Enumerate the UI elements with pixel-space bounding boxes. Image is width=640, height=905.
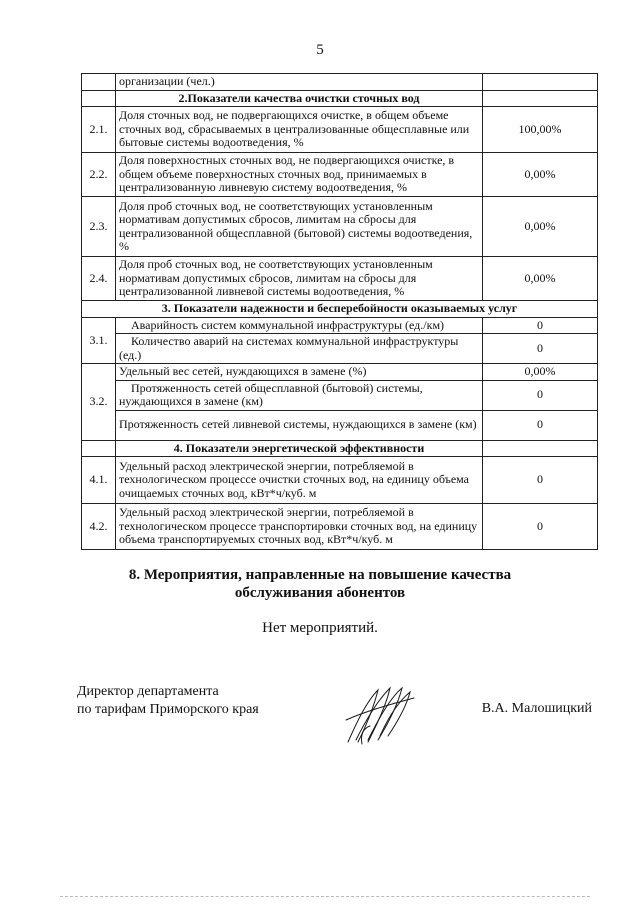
page-number: 5 [316, 42, 324, 58]
signer-position-line2: по тарифам Приморского края [77, 702, 259, 717]
empty-cell [82, 440, 116, 457]
row-description: Доля поверхностных сточных вод, не подвергающихся очистке, в общем объеме поверхностных сточных вод, принимаемых в централизованную ливневую систему водоотведения, % [116, 153, 483, 197]
table-row [82, 317, 598, 334]
table-row [82, 364, 598, 381]
row-number: 2.1. [82, 107, 116, 153]
table-row [82, 257, 598, 301]
row-value: 0 [483, 380, 598, 410]
row-description: Доля проб сточных вод, не соответствующих установленным нормативам допустимых сбросов, лимитам на сбросы для централизованной ливневой системы водоотведения, % [116, 257, 483, 301]
row-value: 0 [483, 317, 598, 334]
row-number: 3.1. [82, 317, 116, 364]
section-title: 3. Показатели надежности и бесперебойности оказываемых услуг [82, 301, 598, 318]
table-row [82, 334, 598, 364]
table-row [82, 504, 598, 550]
signer-position [77, 683, 259, 719]
row-number: 2.4. [82, 257, 116, 301]
section-title: 4. Показатели энергетической эффективности [116, 440, 483, 457]
row-value: 0 [483, 504, 598, 550]
section-header-row [82, 301, 598, 318]
table-row [82, 197, 598, 257]
table-row [82, 380, 598, 410]
section-heading [0, 566, 640, 602]
row-description: организации (чел.) [116, 74, 483, 91]
page-edge-line [60, 896, 590, 897]
row-description: Доля сточных вод, не подвергающихся очистке, в общем объеме сточных вод, сбрасываемых в централизованные общесплавные или бытовые системы водоотведения, % [116, 107, 483, 153]
row-value: 0 [483, 410, 598, 440]
empty-cell [82, 90, 116, 107]
row-description: Удельный вес сетей, нуждающихся в замене (%) [116, 364, 483, 381]
row-value [483, 74, 598, 91]
row-description: Аварийность систем коммунальной инфраструктуры (ед./км) [116, 317, 483, 334]
signer-position-line1: Директор департамента [77, 684, 219, 699]
section-heading-line1: 8. Мероприятия, направленные на повышение качества [128, 567, 512, 583]
table-row [82, 74, 598, 91]
section-header-row [82, 90, 598, 107]
row-number: 4.2. [82, 504, 116, 550]
row-description: Протяженность сетей общесплавной (бытовой) системы, нуждающихся в замене (км) [116, 380, 483, 410]
signer-name: В.А. Малошицкий [481, 701, 592, 716]
table-row [82, 153, 598, 197]
table-row [82, 457, 598, 504]
row-number: 2.3. [82, 197, 116, 257]
section-heading-line2: обслуживания абонентов [234, 585, 406, 601]
row-value: 0 [483, 457, 598, 504]
empty-cell [483, 440, 598, 457]
row-number: 4.1. [82, 457, 116, 504]
row-value: 0,00% [483, 153, 598, 197]
row-number: 2.2. [82, 153, 116, 197]
table-row [82, 107, 598, 153]
section-title: 2.Показатели качества очистки сточных вод [116, 90, 483, 107]
empty-cell [483, 90, 598, 107]
row-description: Удельный расход электрической энергии, потребляемой в технологическом процессе транспортировки сточных вод, на единицу объема транспортируемых сточных вод, кВт*ч/куб. м [116, 504, 483, 550]
row-description: Количество аварий на системах коммунальной инфраструктуры (ед.) [116, 334, 483, 364]
row-value: 0,00% [483, 257, 598, 301]
row-number [82, 74, 116, 91]
row-value: 100,00% [483, 107, 598, 153]
no-measures-text: Нет мероприятий. [262, 620, 378, 636]
row-description: Доля проб сточных вод, не соответствующих установленным нормативам допустимых сбросов, лимитам на сбросы для централизованной общесплавной (бытовой) системы водоотведения, % [116, 197, 483, 257]
table-row [82, 410, 598, 440]
row-value: 0,00% [483, 197, 598, 257]
section-header-row [82, 440, 598, 457]
row-description: Удельный расход электрической энергии, потребляемой в технологическом процессе очистки сточных вод, на единицу объема очищаемых сточных вод, кВт*ч/куб. м [116, 457, 483, 504]
row-description: Протяженность сетей ливневой системы, нуждающихся в замене (км) [116, 410, 483, 440]
row-value: 0,00% [483, 364, 598, 381]
indicators-table [81, 73, 598, 550]
handwritten-signature [344, 684, 416, 746]
row-number: 3.2. [82, 364, 116, 441]
row-value: 0 [483, 334, 598, 364]
